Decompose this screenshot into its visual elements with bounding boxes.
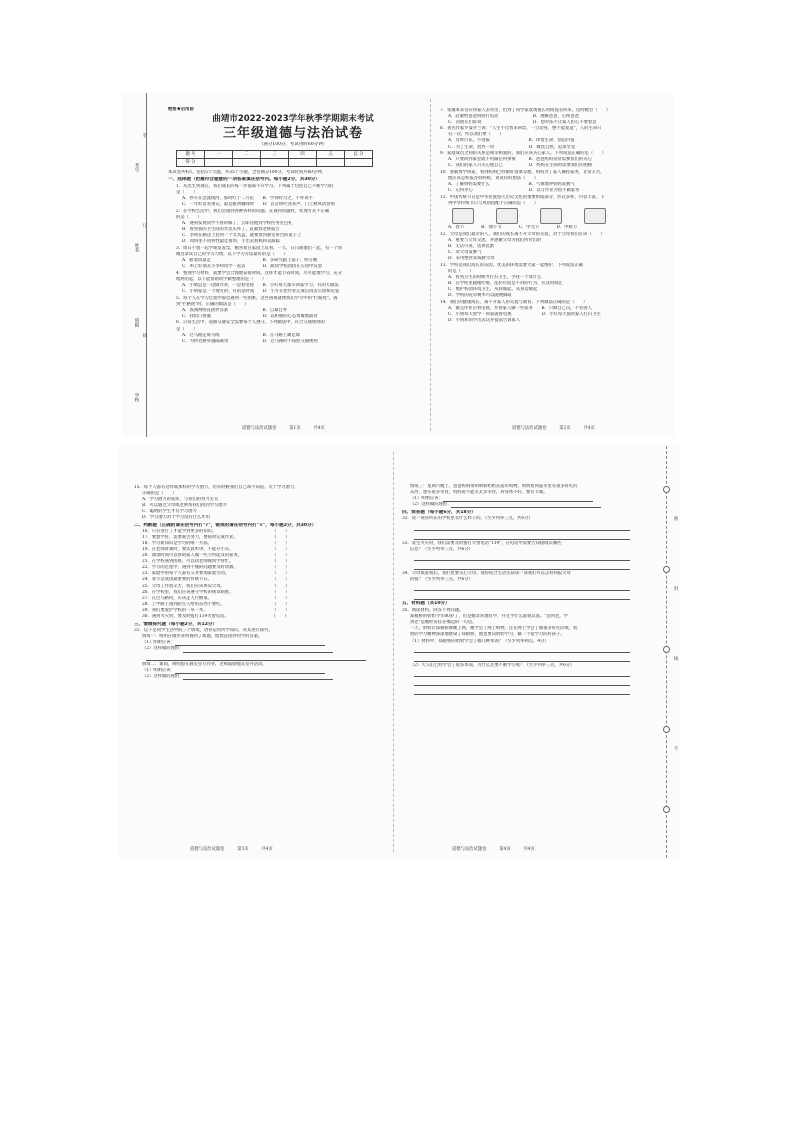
line-text: （1）明明应该： bbox=[410, 496, 443, 502]
line-text: 29．我们要爱护学校的一草一木。 （ ） bbox=[142, 607, 290, 613]
line-text: 三、情境探究题（每小题2分，共12分） bbox=[134, 621, 218, 627]
score-cell[interactable] bbox=[289, 159, 317, 167]
question-line bbox=[168, 314, 418, 320]
line-text: A．跟着同桌走 B．多研究跟上前子，明写她 bbox=[182, 258, 318, 263]
line-text: 正确的是（ ） bbox=[142, 490, 177, 496]
seal-text: 密 bbox=[673, 516, 678, 521]
line-text: （1）明明应该： bbox=[142, 667, 175, 673]
line-text: 情境二：课间，明明想在教室里写作业，老师鼓励他去室外活动。 bbox=[142, 661, 267, 667]
binding-label-school: 学校 bbox=[134, 393, 139, 402]
line-text: 情境三：星期六晚上，爸爸妈妈带明明和奶奶去超市购物。明明看到超市里有很多好吃的 bbox=[410, 484, 578, 489]
answer-blank[interactable] bbox=[451, 502, 601, 508]
cut-mark-2: 订 bbox=[142, 223, 147, 228]
question-line bbox=[168, 202, 418, 208]
question-line bbox=[440, 145, 666, 151]
festival-picture bbox=[584, 208, 606, 224]
line-text: D．学校的花草树木可以随便摘取 bbox=[448, 293, 512, 299]
line-text: C．记得孝心 D．以写作业为由不做家务 bbox=[448, 188, 580, 194]
answer-blank[interactable] bbox=[183, 674, 333, 680]
binding-hole bbox=[663, 486, 670, 493]
line-text: 是（ ） bbox=[176, 326, 198, 332]
line-text: （2）这样做的理由： bbox=[410, 502, 452, 508]
binding-label-class: 班级 bbox=[134, 318, 139, 327]
line-text: 35．阅读材料，回答下列问题。 bbox=[402, 608, 464, 614]
question-line bbox=[134, 614, 386, 620]
page-divider bbox=[430, 99, 431, 431]
score-cell[interactable] bbox=[205, 159, 233, 167]
page-1-questions bbox=[168, 169, 418, 345]
question-line bbox=[168, 339, 418, 345]
line-text: （2）这样做的理由： bbox=[142, 646, 184, 652]
line-text: C．我们的家人只关心他自己 D．妈妈在生病时需要我们的照顾 bbox=[448, 163, 593, 169]
line-text: 30．遇到火灾时，要及时拨打119火警电话。 （ ） bbox=[142, 613, 289, 619]
answer-line[interactable] bbox=[414, 583, 630, 591]
line-text: B．可以通过父母或老师帮我们找到学习潜力 bbox=[142, 502, 227, 508]
line-text: 18．学习新知识是学习的唯一方法。 （ ） bbox=[142, 540, 290, 546]
score-cell: 得 分 bbox=[177, 159, 205, 167]
line-text: 26．在学校里，我们应该遵守学校的规章制度。 （ ） bbox=[142, 589, 290, 595]
line-text: 7．张敏本来答应和家人去外出，但到了同学家发现很长时间没有回来，这时她会（ ） bbox=[440, 107, 611, 113]
score-cell: 四 bbox=[289, 151, 317, 159]
line-text: 列中华传统节日与风俗搭配不正确的是（ ） bbox=[448, 200, 539, 206]
question-line bbox=[440, 201, 666, 207]
answer-line[interactable] bbox=[414, 654, 630, 662]
question-line bbox=[440, 318, 666, 324]
line-text: 12．父母是我们最亲的人，我们的成长离不开父母的关爱，对于父母我们应该（ ） bbox=[440, 231, 605, 237]
line-text: 31．以下是同学生活中的三个情境，请你运用所学知识，对其进行探究。 bbox=[134, 628, 273, 634]
line-text: 3．周日不想一起学期发发票，她喜欢在家园上玩看。一天，日日跟他们一起，有一个同 bbox=[176, 245, 343, 251]
binding-hole bbox=[663, 566, 670, 573]
line-text: A．遇到发现同学不看讲解了，立即送他到学校医务室包扎 bbox=[182, 220, 293, 226]
secret-label: 绝密★启用前 bbox=[168, 107, 194, 112]
answer-line[interactable] bbox=[414, 553, 630, 561]
line-text: 6．日常生活中，道路交通安全需要每个人遵守。下列做法中，符合交通规则的 bbox=[176, 320, 325, 326]
answer-blank[interactable] bbox=[183, 647, 333, 653]
line-text: 本试卷共4页，包括5个大题，共35个小题，全卷满分100分，考试时间共60分钟。 bbox=[168, 169, 326, 175]
page-2-footer: 道德与法治试题卷 第2页 共4页 bbox=[512, 426, 595, 431]
answer-line[interactable] bbox=[146, 653, 366, 661]
line-text: 的爱？（至少列举三点，共6分） bbox=[410, 576, 473, 582]
festival-picture bbox=[540, 208, 562, 224]
answer-line[interactable] bbox=[414, 669, 630, 677]
line-text: A．春节 B．端午节 C．中元节 D．中秋节 bbox=[448, 225, 578, 230]
line-text: A．看到卫生的时候才打扫卫生，少我一个算什么 bbox=[448, 274, 542, 280]
line-text: 8．著名作家罗曼罗兰说："人生不出售来回票，一旦动身，绝不能复返"，人的生命只 bbox=[440, 126, 602, 132]
line-text: A．重要与父母交流，并感谢父母为我们所付出的 bbox=[448, 237, 542, 243]
line-text: （2）大人们已经学会了很多本领，为什么还要不断学习呢？（至少列举三点，共6分） bbox=[410, 662, 575, 668]
line-text: 32．说一说你所在的学校里有什么样子的。（至少列举三点，共6分） bbox=[402, 516, 533, 522]
line-text: 二、判断题（正确的请在括号内打"√"，错误的请在括号内打"×"，每小题2分，共30分） bbox=[134, 522, 317, 528]
line-text: 有一次，所以我们要（ ） bbox=[448, 132, 504, 138]
score-cell[interactable] bbox=[233, 159, 261, 167]
line-text: C．对父母发脾气 bbox=[448, 249, 482, 255]
line-text: 地利用起，以下能帮助同学做整理的是（ ） bbox=[176, 276, 267, 282]
answer-line[interactable] bbox=[414, 687, 630, 695]
question-line bbox=[168, 170, 418, 176]
question-line bbox=[440, 293, 666, 299]
line-text: 5．每个人在学习过程中都会遇到一些困难，这些困难就像我们学习中的"拦路虎"。遇 bbox=[176, 295, 338, 301]
line-text: A．只要回到家里就不用做任何事情 B．爸爸妈妈常常需要我们的关心 bbox=[448, 157, 592, 163]
score-cell: 二 bbox=[233, 151, 261, 159]
line-text: 22．学习的过程中，遇到不懂的问题要及时请教。 （ ） bbox=[142, 565, 290, 571]
line-text: 33．发生火灾时，我们需要及时拨打火警电话"119"，在电话中需要告知接线员哪些 bbox=[402, 540, 562, 546]
line-text: 23．家庭中的每个人都有义务参加家庭劳动。 （ ） bbox=[142, 571, 290, 577]
line-text: B．看到我的卫生间的水龙头坏了，赶紧找老师报告 bbox=[182, 227, 280, 233]
line-text: 11．中国传统节日是中华民族悠久历史文化的重要组成部分，形式多样，内容丰富。下 bbox=[440, 194, 605, 200]
line-text: C．一年好景君须记，最是橙黄橘绿时 D．首首桥叶送来声，门上秋风动客情 bbox=[182, 202, 335, 208]
line-text: 的是（ ） bbox=[176, 214, 202, 220]
line-text: B．在学校里随地吐痰、乱扔垃圾是不对的行为，应及时制止 bbox=[448, 280, 563, 286]
question-line bbox=[440, 225, 666, 231]
question-line bbox=[134, 515, 386, 521]
line-text: 他应该怎样报答妈妈呢，说说你的想法（ ） bbox=[448, 176, 539, 182]
answer-line[interactable] bbox=[414, 532, 630, 540]
line-text: （2）这样做的理由： bbox=[142, 673, 184, 679]
question-line[interactable] bbox=[134, 674, 386, 680]
score-cell[interactable] bbox=[261, 159, 289, 167]
line-text: C．小明家是一个地方的，有的是时间 D．小芳在把作业完成后再去公园和玩耍 bbox=[182, 288, 340, 294]
line-text: D．学习潜力对于学习没有什么作用 bbox=[142, 514, 210, 520]
line-text: 34．父母很爱我们，我们也要关心父母。请你结合生活实际谈一谈我们可以怎样回报父母 bbox=[402, 570, 571, 576]
page-3-footer: 道德与法治试题卷 第3页 共4页 bbox=[190, 847, 273, 852]
line-text: C．聪明的学生才有学习潜力 bbox=[142, 508, 197, 514]
binding-hole bbox=[663, 806, 670, 813]
line-text: 19．在老师讲课时，要认真听讲，不能开小差。 （ ） bbox=[142, 546, 290, 552]
line-text: 10．张敏放学回家，看到妈妈已经做好饭菜等他，妈妈为了家人操持家务，非常辛苦， bbox=[440, 169, 605, 175]
line-text: A．学习潜力的发挥，与我们的努力无关 bbox=[142, 496, 219, 502]
binding-hole bbox=[663, 646, 670, 653]
score-cell: 题 号 bbox=[177, 151, 205, 159]
line-text: 14．我们的健康成长，离不开家人的关爱与教育。下列做法正确的是（ ） bbox=[440, 299, 588, 305]
festival-pictures bbox=[440, 208, 666, 224]
question-line bbox=[168, 239, 418, 245]
answer-line[interactable] bbox=[414, 645, 630, 653]
line-text: A．及时行乐，不进取 B．珍惜生命，创造价值 bbox=[448, 138, 575, 144]
line-text: A．查阅网络直接抄答案 B．自暴自弃 bbox=[182, 307, 288, 313]
question-line bbox=[440, 120, 666, 126]
line-text: 13．学校是我们成长的乐园，优美的环境需要大家一起维护，下列说法正确 bbox=[440, 262, 583, 268]
score-table-header-row bbox=[177, 151, 373, 159]
line-text: 4．整理学习材料，就要学会合理地安排时间。这样才能节省时间，尽可能地学习，充分 bbox=[176, 270, 343, 276]
line-text: 的是（ ） bbox=[448, 268, 474, 274]
line-text: C．为了生命，放弃一切 D．敬畏自然，追求享受 bbox=[448, 144, 576, 150]
line-text: 21．在学校遇到困难，可以找老师或同学帮忙。 （ ） bbox=[142, 559, 290, 565]
line-text: A．了解妈妈需要什么 B．气愤地冲妈妈发脾气 bbox=[448, 182, 575, 188]
score-cell[interactable] bbox=[345, 159, 373, 167]
page-4-questions bbox=[402, 484, 650, 696]
line-text: （1）明明应该： bbox=[142, 640, 175, 646]
question-line bbox=[440, 188, 666, 194]
score-cell[interactable] bbox=[317, 159, 345, 167]
score-cell: 总 分 bbox=[345, 151, 373, 159]
line-text: B．无话可说，选择沉默 bbox=[448, 243, 495, 249]
line-text: 四、简答题（每小题6分，共18分） bbox=[402, 509, 476, 515]
binding-hole bbox=[663, 726, 670, 733]
binding-label-name: 姓名 bbox=[134, 243, 139, 252]
line-text: A．停车在急流线湾，那时红于二月花 B．学得时习之，不亦说乎 bbox=[182, 196, 313, 202]
line-text: 五、材料题（共10分） bbox=[402, 601, 450, 607]
binding-margin-right bbox=[658, 446, 680, 858]
answer-blank[interactable] bbox=[175, 668, 325, 674]
line-text: C．小明每天放学一回家就看电视 D．小红每天都帮家人打扫卫生 bbox=[448, 311, 601, 317]
line-text: 25．父母工作很辛苦，我们应该体谅父母。 （ ） bbox=[142, 583, 290, 589]
cut-mark-1: 装 bbox=[142, 133, 147, 138]
line-text: 2．在学校生活中，我们会遇到各种各样的问题。在遇到问题时，处理方式不正确 bbox=[176, 208, 330, 214]
page-3-column bbox=[134, 446, 386, 858]
page-4-column bbox=[402, 446, 650, 858]
section-heading bbox=[134, 622, 386, 628]
line-text: D．小明和同学出去玩并提前告诉家人 bbox=[448, 317, 521, 323]
exam-subject-title: 三年级道德与法治试卷 bbox=[222, 126, 363, 142]
answer-line[interactable] bbox=[414, 523, 630, 531]
section-heading bbox=[402, 601, 650, 607]
score-table-score-row bbox=[177, 159, 373, 167]
line-text: A．赶紧给爸爸妈妈打电话 B．理解爸爸、心疼爸爸 bbox=[448, 113, 579, 119]
festival-picture bbox=[496, 208, 518, 224]
score-cell: 五 bbox=[317, 151, 345, 159]
line-text: 15．每个人都有这样或那样的学习潜力，但有时候我们自己却不知道。关于学习潜力， bbox=[134, 484, 299, 490]
line-text: A．过马路走斑马线 B．在马路上踢足球 bbox=[182, 332, 300, 338]
line-text: 17．要想学好，需要刻苦努力，要按时完成作业。 （ ） bbox=[142, 534, 290, 540]
line-text: 到老"是她经常挂在嘴边的一句话。 bbox=[410, 620, 477, 626]
page-1-column bbox=[168, 93, 418, 437]
line-text: C．向朋友们诉说 D．想办法不让家人担心不要着急 bbox=[448, 119, 597, 125]
score-cell: 一 bbox=[205, 151, 233, 159]
page-2-column bbox=[440, 93, 666, 437]
line-text: 是（ ） bbox=[176, 189, 198, 195]
page-3-questions bbox=[134, 484, 386, 680]
line-text: C．找借口推脱 D．以积极的心态勇敢地面对 bbox=[182, 313, 318, 319]
page-4-footer: 道德与法治试题卷 第4页 共4页 bbox=[452, 847, 535, 852]
exam-note: （满分100分，考试用时60分钟） bbox=[258, 142, 328, 148]
line-text: A．做完作业后看电视，并帮家人做一些家务 B．只顾自己玩，不管别人 bbox=[448, 305, 592, 311]
line-text: 1．从出生到现在，我们成长的每一步都离不开学习。下列属于包括自己不断学习的 bbox=[176, 183, 334, 189]
section-heading bbox=[402, 510, 650, 516]
section-heading bbox=[168, 177, 418, 183]
answer-line[interactable] bbox=[414, 562, 630, 570]
festival-picture bbox=[452, 208, 474, 224]
seal-text: 封 bbox=[673, 586, 678, 591]
line-text: A．小婧总是一边做作业，一边看电视 B．小红每天都早回家学习，有的天做法 bbox=[182, 282, 339, 288]
line-text: （1）材料中，郑板桥的奶奶学会了哪几种本领？（至少列举两点，4分） bbox=[410, 638, 549, 644]
line-text: 奶的学习精神深深地感染了郑板桥，他也要向奶奶学习，做一个爱学习的好孩子。 bbox=[410, 632, 565, 638]
page-1-footer: 道德与法治试题卷 第1页 共4页 bbox=[242, 426, 325, 431]
line-text: 刚这求读自己的学习习惯，以下学习方法最好的是（ ） bbox=[176, 251, 288, 257]
line-text: C．维护校园环境卫生，从我做起，从身边做起 bbox=[448, 286, 538, 292]
answer-line[interactable] bbox=[414, 592, 630, 600]
line-text: C．李明在路边上捡到一个文具盒，就要放到教室讲台的桌子上 bbox=[182, 233, 302, 239]
line-text: 27．在过马路时，应该走人行横道。 （ ） bbox=[142, 595, 290, 601]
line-text: 东西，想买很多零食，妈妈说不能买太多零食，对身体不好，要有节制。 bbox=[410, 490, 548, 496]
line-text: 20．课余时间可以帮助家人做一些力所能及的家务。 （ ） bbox=[142, 553, 290, 559]
line-text: 28．上学路上遇到陌生人给的东西不要吃。 （ ） bbox=[142, 601, 290, 607]
line-text: 24．春节是我国最重要的传统节日。 （ ） bbox=[142, 577, 290, 583]
question-line[interactable] bbox=[402, 502, 650, 508]
line-text: 到"拦路虎"时，正确的做法是（ ） bbox=[176, 301, 249, 307]
line-text: 情境一：明明在做作业时遇到了难题，他想直接抄同学的答案。 bbox=[142, 634, 263, 640]
answer-line[interactable] bbox=[414, 678, 630, 686]
line-text: 郑板桥的奶奶今年80岁了，但是她非常地好学，并且学什么都很认真。"活到老，学 bbox=[410, 614, 568, 620]
page-2-questions bbox=[440, 107, 666, 324]
line-text: C．叫上好朋友小李和同学一起去 D．跟同学校园找在公园中玩耍 bbox=[182, 264, 322, 270]
line-text: 一天，奶奶让郑板桥教她上网，她学会了网上购物，还在网上学会了做很多好吃的菜，奶 bbox=[410, 626, 578, 632]
line-text: 9．家庭成员之间的关系是相亲相爱的，我们应该关心家人。下列说法正确的是（ ） bbox=[440, 151, 607, 157]
seal-text: 不 bbox=[673, 746, 678, 751]
binding-line bbox=[146, 93, 147, 437]
question-line bbox=[440, 163, 666, 169]
line-text: D．同班里不同特性最佳推帮，手出去看棋和去跟踪 bbox=[182, 239, 280, 245]
binding-label-number: 考号 bbox=[134, 163, 139, 172]
seal-text: 线 bbox=[673, 656, 678, 661]
exam-sheet-bottom bbox=[118, 446, 680, 858]
line-text: D．采用绝食来威胁父母 bbox=[448, 255, 495, 261]
question-line bbox=[440, 256, 666, 262]
line-text: 一、选择题（把最符合题意的一项答案填在括号内。每小题2分，共30分） bbox=[168, 177, 320, 183]
cut-mark-3: 线 bbox=[142, 333, 147, 338]
question-line bbox=[168, 264, 418, 270]
score-table bbox=[176, 150, 373, 167]
page-divider bbox=[393, 452, 394, 852]
line-text: 16．只有进行了才能学到更多的知识。 （ ） bbox=[142, 528, 290, 534]
binding-margin-left bbox=[122, 93, 150, 437]
exam-sheet-top bbox=[122, 93, 674, 437]
exam-title: 曲靖市2022-2023学年秋季学期期末考试 bbox=[212, 114, 374, 125]
question-line bbox=[168, 289, 418, 295]
line-text: 信息？（至少列举三点，共6分） bbox=[410, 546, 473, 552]
score-cell: 三 bbox=[261, 151, 289, 159]
line-text: C．为抄近路穿越隔离带 D．过马路时不按照交通规则 bbox=[182, 338, 318, 344]
